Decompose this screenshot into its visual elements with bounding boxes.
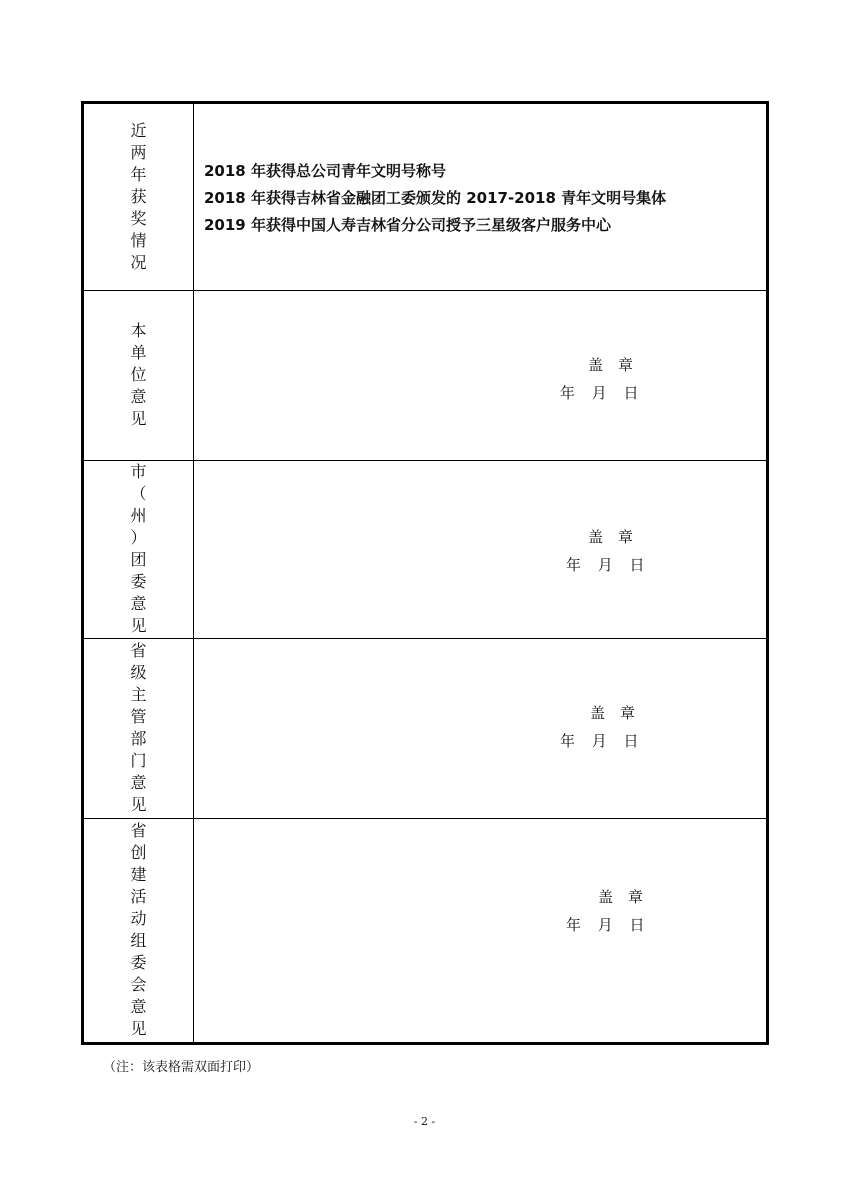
label-char: 奖	[130, 209, 147, 228]
label-char: 团	[130, 550, 147, 569]
row-provincial-dept-opinion	[84, 638, 766, 819]
label-char: 意	[130, 387, 147, 406]
row-label-provincial-dept-opinion	[84, 638, 194, 818]
row-awards	[84, 104, 766, 291]
label-char: 单	[130, 343, 147, 362]
label-char: 年	[130, 165, 147, 184]
label-char: 位	[130, 365, 147, 384]
label-char: 门	[130, 751, 147, 770]
unit-opinion-content	[194, 290, 766, 460]
row-label-committee-opinion	[84, 818, 194, 1042]
provincial-dept-opinion-content	[194, 638, 766, 818]
label-char: 管	[130, 707, 147, 726]
page-number: - 2 -	[413, 1115, 436, 1128]
row-label-awards	[84, 104, 194, 290]
label-char: 会	[130, 975, 147, 994]
label-char: ）	[130, 528, 147, 547]
award-item: 2018 年获得总公司青年文明号称号	[204, 162, 446, 180]
label-char: 意	[130, 594, 147, 613]
row-committee-opinion	[84, 818, 766, 1042]
date-label: 年 月 日	[566, 916, 645, 934]
seal-label: 盖 章	[590, 704, 636, 722]
seal-label: 盖 章	[598, 888, 644, 906]
committee-opinion-content	[194, 818, 766, 1042]
city-opinion-content	[194, 460, 766, 638]
label-char: 动	[130, 909, 147, 928]
label-char: 组	[130, 931, 147, 950]
label-char: 建	[130, 865, 147, 884]
label-char: （	[130, 484, 147, 503]
label-char: 意	[130, 773, 147, 792]
label-char: 州	[130, 506, 147, 525]
label-char: 见	[130, 409, 147, 428]
label-char: 创	[130, 843, 147, 862]
award-item: 2019 年获得中国人寿吉林省分公司授予三星级客户服务中心	[204, 216, 611, 234]
label-char: 委	[130, 953, 147, 972]
label-char: 见	[130, 795, 147, 814]
date-label: 年 月 日	[566, 556, 645, 574]
date-label: 年 月 日	[560, 732, 639, 750]
awards-content	[194, 104, 766, 290]
row-unit-opinion	[84, 290, 766, 461]
label-char: 近	[130, 121, 147, 140]
approval-form-table	[81, 101, 769, 1045]
row-label-city-opinion	[84, 460, 194, 638]
label-char: 活	[130, 887, 147, 906]
label-char: 主	[130, 685, 147, 704]
label-char: 见	[130, 616, 147, 635]
award-item: 2018 年获得吉林省金融团工委颁发的 2017-2018 青年文明号集体	[204, 189, 667, 207]
label-char: 况	[130, 253, 147, 272]
row-label-unit-opinion	[84, 290, 194, 460]
row-city-opinion	[84, 460, 766, 639]
label-char: 本	[130, 321, 147, 340]
label-char: 情	[130, 231, 147, 250]
label-char: 省	[130, 821, 147, 840]
label-char: 部	[130, 729, 147, 748]
label-char: 见	[130, 1019, 147, 1038]
seal-label: 盖 章	[588, 528, 634, 546]
label-char: 两	[130, 143, 147, 162]
date-label: 年 月 日	[560, 384, 639, 402]
label-char: 省	[130, 641, 147, 660]
label-char: 市	[130, 462, 147, 481]
label-char: 委	[130, 572, 147, 591]
seal-label: 盖 章	[588, 356, 634, 374]
label-char: 意	[130, 997, 147, 1016]
label-char: 获	[130, 187, 147, 206]
awards-list	[204, 158, 666, 239]
footnote: （注：该表格需双面打印）	[103, 1060, 260, 1075]
label-char: 级	[130, 663, 147, 682]
